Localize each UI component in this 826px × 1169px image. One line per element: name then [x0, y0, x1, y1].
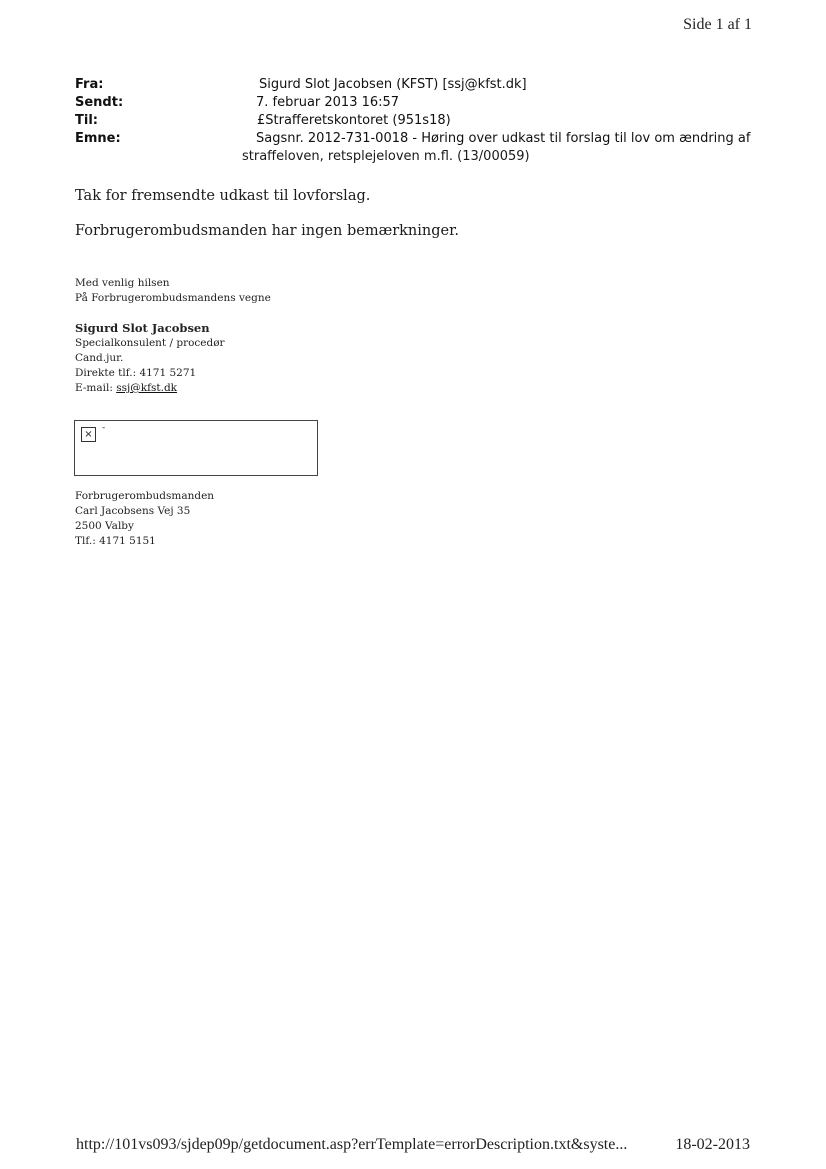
signature-name: Sigurd Slot Jacobsen: [75, 321, 210, 335]
from-row: [75, 76, 765, 94]
subject-value-line1: Sagsnr. 2012-731-0018 - Høring over udkast til forslag til lov om ændring af: [256, 131, 751, 146]
subject-row: [75, 130, 765, 148]
footer-date: 18-02-2013: [675, 1136, 750, 1153]
body-paragraph: Forbrugerombudsmanden har ingen bemærkninger.: [75, 223, 460, 239]
signature-block: [75, 276, 271, 396]
signature-on-behalf: På Forbrugerombudsmandens vegne: [75, 292, 271, 304]
from-value: Sigurd Slot Jacobsen (KFST) [ssj@kfst.dk]: [259, 77, 527, 92]
email-body: [75, 186, 459, 256]
page-number: Side 1 af 1: [683, 16, 752, 33]
subject-label: Emne:: [75, 131, 121, 146]
broken-image-icon: ×: [81, 427, 96, 442]
sent-row: [75, 94, 765, 112]
address-org: Forbrugerombudsmanden: [75, 490, 215, 502]
address-street: Carl Jacobsens Vej 35: [75, 505, 191, 517]
signature-title: Specialkonsulent / procedør: [75, 337, 225, 349]
footer-url: http://101vs093/sjdep09p/getdocument.asp?errTemplate=errorDescription.txt&syste...: [76, 1136, 628, 1153]
to-label: Til:: [75, 113, 98, 128]
email-label: E-mail:: [75, 382, 117, 394]
body-paragraph: Tak for fremsendte udkast til lovforslag.: [75, 188, 371, 204]
subject-value-line2: straffeloven, retsplejeloven m.fl. (13/00059): [242, 149, 530, 164]
address-city: 2500 Valby: [75, 520, 134, 532]
email-header: [75, 76, 765, 166]
signature-phone: Direkte tlf.: 4171 5271: [75, 367, 197, 379]
embedded-image-frame: [74, 420, 318, 476]
from-label: Fra:: [75, 77, 104, 92]
signature-email-line: [75, 381, 271, 396]
signature-degree: Cand.jur.: [75, 352, 124, 364]
sent-value: 7. februar 2013 16:57: [256, 95, 400, 110]
email-link[interactable]: ssj@kfst.dk: [116, 382, 178, 394]
address-phone: Tlf.: 4171 5151: [75, 535, 156, 547]
to-value: £Strafferetskontoret (951s18): [257, 113, 451, 128]
address-block: [75, 489, 214, 549]
to-row: [75, 112, 765, 130]
image-alt-text: -: [102, 423, 106, 433]
sent-label: Sendt:: [75, 95, 124, 110]
spacer: [75, 306, 271, 321]
signature-greeting: Med venlig hilsen: [75, 277, 170, 289]
